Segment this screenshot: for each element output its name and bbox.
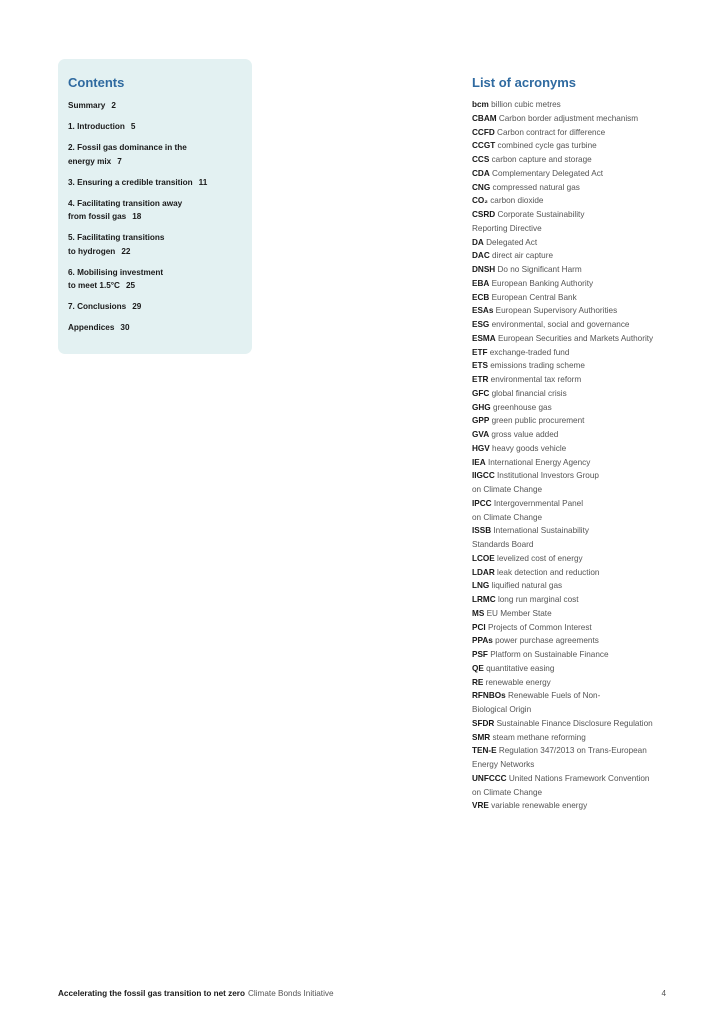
acronym-abbr: LCOE bbox=[472, 553, 495, 563]
acronym-entry bbox=[472, 634, 712, 648]
acronym-abbr: TEN-E bbox=[472, 746, 497, 756]
acronym-entry bbox=[472, 552, 712, 566]
acronym-abbr: ESAs bbox=[472, 306, 494, 316]
acronym-definition-cont: on Climate Change bbox=[472, 485, 543, 494]
acronym-definition: European Central Bank bbox=[491, 292, 577, 302]
acronym-definition: renewable energy bbox=[485, 677, 551, 687]
acronym-abbr: SFDR bbox=[472, 718, 495, 728]
acronym-definition: Renewable Fuels of Non- bbox=[507, 691, 601, 701]
acronym-definition: emissions trading scheme bbox=[490, 361, 585, 371]
acronym-abbr: CSRD bbox=[472, 210, 496, 219]
contents-list bbox=[68, 99, 248, 335]
acronym-entry bbox=[472, 469, 712, 497]
acronym-entry bbox=[472, 772, 712, 800]
acronym-definition: European Securities and Markets Authority bbox=[497, 333, 654, 343]
acronym-entry bbox=[472, 194, 712, 208]
acronym-definition: Carbon contract for difference bbox=[497, 127, 606, 137]
acronym-definition: greenhouse gas bbox=[492, 402, 552, 412]
acronym-abbr: CCGT bbox=[472, 141, 496, 151]
acronym-definition: environmental, social and governance bbox=[491, 320, 630, 329]
acronym-abbr: HGV bbox=[472, 443, 490, 453]
toc-item[interactable] bbox=[68, 120, 248, 134]
toc-item[interactable] bbox=[68, 300, 248, 314]
toc-item-label: Summary bbox=[68, 101, 106, 110]
acronym-entry bbox=[472, 373, 712, 387]
acronym-entry bbox=[472, 799, 712, 813]
acronym-definition: EU Member State bbox=[486, 608, 552, 618]
acronym-definition: billion cubic metres bbox=[491, 100, 561, 109]
acronym-definition: direct air capture bbox=[492, 251, 554, 261]
toc-item-page: 11 bbox=[198, 177, 208, 187]
toc-item-label: 1. Introduction bbox=[68, 122, 125, 131]
acronym-definition: power purchase agreements bbox=[495, 636, 599, 646]
acronym-abbr: DAC bbox=[472, 251, 490, 261]
acronym-entry bbox=[472, 112, 712, 126]
acronym-abbr: ISSB bbox=[472, 526, 492, 536]
acronym-entry bbox=[472, 662, 712, 676]
acronym-entry bbox=[472, 731, 712, 745]
acronyms-title: List of acronyms bbox=[472, 75, 577, 90]
acronym-definition: Corporate Sustainability bbox=[497, 210, 585, 219]
acronym-entry bbox=[472, 456, 712, 470]
acronym-entry bbox=[472, 442, 712, 456]
toc-item[interactable] bbox=[68, 99, 248, 113]
acronym-entry bbox=[472, 414, 712, 428]
toc-item-page: 2 bbox=[111, 101, 116, 110]
toc-item[interactable] bbox=[68, 321, 248, 335]
acronyms-list bbox=[472, 98, 712, 813]
acronym-definition: heavy goods vehicle bbox=[492, 443, 567, 453]
acronym-definition: United Nations Framework Convention bbox=[508, 773, 650, 783]
acronym-abbr: GVA bbox=[472, 430, 490, 439]
acronym-definition: European Banking Authority bbox=[491, 278, 594, 288]
acronym-entry bbox=[472, 497, 712, 525]
acronym-entry bbox=[472, 167, 712, 181]
toc-item-label: 4. Facilitating transition away bbox=[68, 198, 183, 208]
acronym-abbr: CDA bbox=[472, 168, 490, 178]
acronym-abbr: GPP bbox=[472, 416, 490, 426]
acronym-definition-cont: on Climate Change bbox=[472, 787, 543, 797]
acronym-entry bbox=[472, 676, 712, 690]
toc-item-label-cont: energy mix bbox=[68, 156, 112, 166]
acronym-abbr: ETS bbox=[472, 361, 488, 371]
toc-item[interactable] bbox=[68, 176, 248, 190]
acronym-abbr: PPAs bbox=[472, 636, 493, 646]
toc-item[interactable] bbox=[68, 197, 248, 224]
acronym-definition: steam methane reforming bbox=[492, 732, 586, 742]
acronym-abbr: ECB bbox=[472, 292, 490, 302]
acronym-entry bbox=[472, 236, 712, 250]
acronym-definition-cont: Standards Board bbox=[472, 540, 534, 549]
acronym-abbr: EBA bbox=[472, 278, 490, 288]
footer-page-number: 4 bbox=[661, 989, 666, 998]
acronym-abbr: ETF bbox=[472, 347, 488, 357]
toc-item-label: 3. Ensuring a credible transition bbox=[68, 177, 193, 187]
acronym-entry bbox=[472, 689, 712, 717]
acronym-definition: Projects of Common Interest bbox=[487, 622, 592, 632]
acronym-entry bbox=[472, 428, 712, 442]
acronym-abbr: PCI bbox=[472, 622, 486, 632]
acronym-entry bbox=[472, 359, 712, 373]
acronym-abbr: bcm bbox=[472, 100, 489, 109]
acronym-abbr: IPCC bbox=[472, 498, 492, 508]
toc-item-label: 5. Facilitating transitions bbox=[68, 233, 165, 242]
toc-item-page: 22 bbox=[121, 246, 131, 256]
toc-item-page: 7 bbox=[117, 156, 122, 166]
acronym-abbr: CCFD bbox=[472, 127, 495, 137]
contents-title: Contents bbox=[68, 75, 125, 90]
toc-item-label: 6. Mobilising investment bbox=[68, 267, 164, 277]
acronym-definition: Institutional Investors Group bbox=[497, 471, 599, 481]
acronym-abbr: IIGCC bbox=[472, 471, 495, 481]
acronym-entry bbox=[472, 249, 712, 263]
acronym-abbr: CBAM bbox=[472, 113, 497, 123]
acronym-abbr: LRMC bbox=[472, 595, 496, 604]
contents-panel bbox=[58, 59, 252, 354]
acronym-abbr: DNSH bbox=[472, 265, 496, 274]
acronym-entry bbox=[472, 139, 712, 153]
acronym-entry bbox=[472, 621, 712, 635]
acronym-entry bbox=[472, 744, 712, 772]
acronym-abbr: LNG bbox=[472, 581, 490, 591]
acronym-definition-cont: Reporting Directive bbox=[472, 223, 542, 233]
acronym-definition: carbon capture and storage bbox=[491, 155, 592, 164]
acronym-definition: exchange-traded fund bbox=[489, 347, 570, 357]
acronym-definition: Sustainable Finance Disclosure Regulation bbox=[496, 718, 653, 728]
acronym-definition: International Sustainability bbox=[493, 526, 589, 536]
acronym-abbr: IEA bbox=[472, 457, 486, 467]
toc-item[interactable] bbox=[68, 266, 248, 293]
acronym-abbr: PSF bbox=[472, 650, 488, 659]
acronym-definition: Delegated Act bbox=[486, 237, 538, 247]
acronym-entry bbox=[472, 304, 712, 318]
acronym-entry bbox=[472, 126, 712, 140]
acronym-definition: levelized cost of energy bbox=[497, 553, 583, 563]
acronym-abbr: GHG bbox=[472, 402, 491, 412]
page-footer bbox=[58, 989, 666, 1003]
toc-item-label: 7. Conclusions bbox=[68, 302, 127, 311]
acronym-entry bbox=[472, 181, 712, 195]
toc-item-page: 30 bbox=[120, 323, 130, 332]
acronym-abbr: SMR bbox=[472, 732, 491, 742]
acronym-definition: combined cycle gas turbine bbox=[497, 141, 597, 151]
acronym-entry bbox=[472, 346, 712, 360]
acronym-abbr: ETR bbox=[472, 375, 489, 384]
acronym-definition: leak detection and reduction bbox=[497, 567, 600, 577]
toc-item-page: 25 bbox=[125, 281, 136, 290]
acronym-abbr: LDAR bbox=[472, 567, 495, 577]
acronym-entry bbox=[472, 332, 712, 346]
toc-item-label-cont: to meet 1.5°C bbox=[68, 281, 120, 290]
acronym-definition: green public procurement bbox=[491, 416, 585, 426]
acronym-abbr: UNFCCC bbox=[472, 773, 507, 783]
acronym-entry bbox=[472, 318, 712, 332]
toc-item-label-cont: from fossil gas bbox=[68, 212, 127, 221]
acronym-entry bbox=[472, 579, 712, 593]
acronym-definition: Do no Significant Harm bbox=[497, 265, 582, 274]
acronym-definition: Carbon border adjustment mechanism bbox=[498, 113, 639, 123]
acronym-entry bbox=[472, 648, 712, 662]
acronym-definition: long run marginal cost bbox=[497, 595, 579, 604]
acronym-abbr: ESG bbox=[472, 320, 490, 329]
toc-item[interactable] bbox=[68, 141, 248, 168]
toc-item-page: 5 bbox=[130, 122, 136, 131]
acronym-definition-cont: on Climate Change bbox=[472, 512, 543, 522]
acronym-entry bbox=[472, 98, 712, 112]
acronym-entry bbox=[472, 401, 712, 415]
acronym-definition: carbon dioxide bbox=[490, 196, 544, 206]
acronym-definition: Complementary Delegated Act bbox=[492, 168, 604, 178]
toc-item-label: 2. Fossil gas dominance in the bbox=[68, 143, 187, 152]
acronym-entry bbox=[472, 291, 712, 305]
acronym-entry bbox=[472, 566, 712, 580]
acronym-definition: quantitative easing bbox=[486, 663, 555, 673]
acronym-abbr: CO₂ bbox=[472, 196, 488, 206]
toc-item[interactable] bbox=[68, 231, 248, 258]
acronym-entry bbox=[472, 607, 712, 621]
acronym-abbr: QE bbox=[472, 663, 484, 673]
acronym-abbr: RE bbox=[472, 677, 484, 687]
acronym-definition: Platform on Sustainable Finance bbox=[490, 650, 609, 659]
acronym-entry bbox=[472, 208, 712, 236]
acronym-definition: environmental tax reform bbox=[490, 375, 582, 384]
acronym-abbr: ESMA bbox=[472, 333, 496, 343]
acronym-entry bbox=[472, 717, 712, 731]
acronym-definition-cont: Energy Networks bbox=[472, 760, 535, 769]
acronym-entry bbox=[472, 387, 712, 401]
acronym-entry bbox=[472, 524, 712, 552]
acronym-definition: variable renewable energy bbox=[491, 801, 588, 811]
acronym-abbr: VRE bbox=[472, 801, 489, 811]
footer-document-title: Accelerating the fossil gas transition to net zero bbox=[58, 989, 245, 998]
acronym-definition: compressed natural gas bbox=[492, 182, 580, 192]
acronym-definition: global financial crisis bbox=[491, 388, 567, 398]
acronym-abbr: CNG bbox=[472, 182, 491, 192]
acronym-entry bbox=[472, 153, 712, 167]
acronym-abbr: CCS bbox=[472, 155, 490, 164]
toc-item-page: 29 bbox=[132, 302, 142, 311]
acronym-definition: liquified natural gas bbox=[491, 581, 563, 591]
footer-organization: Climate Bonds Initiative bbox=[248, 989, 334, 998]
acronym-entry bbox=[472, 593, 712, 607]
acronym-definition: European Supervisory Authorities bbox=[495, 306, 618, 316]
acronym-entry bbox=[472, 277, 712, 291]
acronym-abbr: RFNBOs bbox=[472, 691, 506, 701]
acronym-entry bbox=[472, 263, 712, 277]
toc-item-label: Appendices bbox=[68, 323, 115, 332]
acronym-abbr: DA bbox=[472, 237, 484, 247]
acronym-abbr: MS bbox=[472, 608, 485, 618]
acronym-definition: International Energy Agency bbox=[487, 457, 591, 467]
acronym-definition: Intergovernmental Panel bbox=[493, 498, 584, 508]
acronym-definition-cont: Biological Origin bbox=[472, 705, 532, 714]
acronym-definition: gross value added bbox=[491, 430, 559, 439]
acronym-abbr: GFC bbox=[472, 388, 490, 398]
toc-item-page: 18 bbox=[132, 212, 142, 221]
toc-item-label-cont: to hydrogen bbox=[68, 246, 116, 256]
acronym-definition: Regulation 347/2013 on Trans-European bbox=[498, 746, 647, 756]
